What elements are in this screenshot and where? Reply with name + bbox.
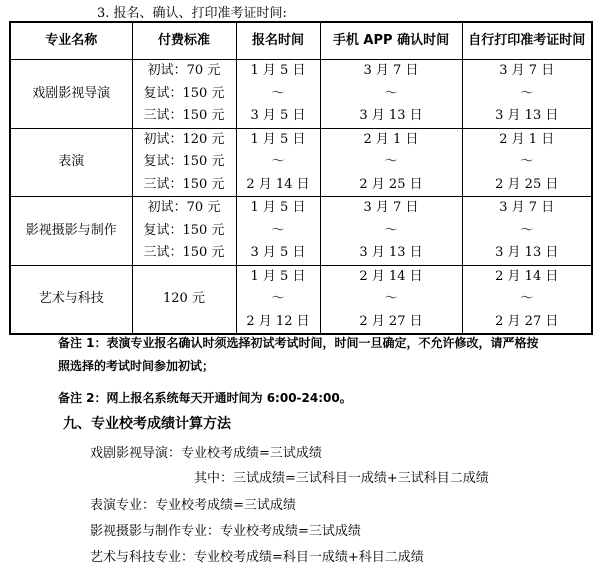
date-sep: ～	[271, 291, 285, 306]
header-fee: 付费标准	[132, 22, 236, 60]
date-end: 3 月 13 日	[495, 245, 559, 260]
print-cell	[462, 265, 592, 334]
fee-line: 初试：120 元	[143, 131, 225, 147]
table-row	[10, 128, 592, 197]
register-cell	[236, 60, 320, 129]
date-sep: ～	[520, 291, 534, 306]
register-cell	[236, 265, 320, 334]
date-end: 2 月 25 日	[359, 176, 423, 192]
date-start: 1 月 5 日	[250, 63, 306, 78]
date-end: 3 月 5 日	[250, 108, 306, 123]
fee-line: 120 元	[163, 291, 205, 306]
header-major: 专业名称	[10, 22, 132, 60]
date-start: 3 月 7 日	[363, 200, 419, 215]
header-app-confirm-time: 手机 APP 确认时间	[320, 22, 462, 60]
date-end: 2 月 12 日	[246, 313, 310, 329]
fee-cell	[132, 128, 236, 197]
major-name: 表演	[10, 128, 132, 197]
fee-cell	[132, 265, 236, 334]
confirm-cell	[320, 128, 462, 197]
fee-cell	[132, 60, 236, 129]
schedule-heading: 3. 报名、确认、打印准考证时间:	[97, 6, 287, 21]
fee-line: 初试：70 元	[147, 63, 221, 78]
date-sep: ～	[384, 154, 398, 169]
formula-cinematography: 影视摄影与制作专业：专业校考成绩=三试成绩	[90, 524, 361, 539]
formula-acting: 表演专业：专业校考成绩=三试成绩	[90, 498, 296, 513]
schedule-table	[9, 21, 593, 335]
note-1-line-2: 照选择的考试时间参加初试；	[58, 359, 215, 373]
date-end: 3 月 5 日	[250, 245, 306, 260]
date-sep: ～	[271, 85, 285, 101]
print-cell	[462, 60, 592, 129]
formula-art-tech: 艺术与科技专业：专业校考成绩=科目一成绩+科目二成绩	[90, 550, 424, 565]
date-start: 3 月 7 日	[499, 200, 555, 215]
table-row	[10, 60, 592, 129]
major-name: 戏剧影视导演	[10, 60, 132, 129]
print-cell	[462, 128, 592, 197]
fee-line: 初试：70 元	[147, 200, 221, 215]
date-sep: ～	[520, 154, 534, 169]
date-end: 3 月 13 日	[359, 108, 423, 123]
fee-cell	[132, 197, 236, 266]
major-name: 影视摄影与制作	[10, 197, 132, 266]
date-start: 3 月 7 日	[363, 63, 419, 78]
date-sep: ～	[271, 222, 285, 238]
date-sep: ～	[384, 85, 398, 101]
date-start: 2 月 14 日	[359, 268, 423, 284]
table-row	[10, 265, 592, 334]
date-end: 2 月 14 日	[246, 176, 310, 192]
confirm-cell	[320, 265, 462, 334]
fee-line: 三试：150 元	[143, 245, 225, 260]
date-start: 1 月 5 日	[250, 268, 306, 284]
date-start: 3 月 7 日	[499, 63, 555, 78]
formula-directing: 戏剧影视导演：专业校考成绩=三试成绩	[90, 446, 322, 461]
register-cell	[236, 197, 320, 266]
confirm-cell	[320, 60, 462, 129]
fee-line: 三试：150 元	[143, 176, 225, 192]
date-sep: ～	[520, 222, 534, 238]
fee-line: 复试：150 元	[143, 222, 225, 238]
formula-directing-detail: 其中：三试成绩=三试科目一成绩+三试科目二成绩	[194, 471, 489, 486]
date-end: 2 月 25 日	[495, 176, 559, 192]
note-1-line-1: 备注 1：表演专业报名确认时须选择初试考试时间，时间一旦确定，不允许修改，请严格按	[58, 336, 539, 350]
date-sep: ～	[520, 85, 534, 101]
fee-line: 复试：150 元	[143, 154, 225, 169]
confirm-cell	[320, 197, 462, 266]
date-start: 2 月 14 日	[495, 268, 559, 284]
date-end: 2 月 27 日	[495, 313, 559, 329]
fee-line: 复试：150 元	[143, 85, 225, 101]
date-start: 1 月 5 日	[250, 200, 306, 215]
fee-line: 三试：150 元	[143, 108, 225, 123]
date-start: 2 月 1 日	[363, 131, 419, 147]
date-sep: ～	[384, 222, 398, 238]
register-cell	[236, 128, 320, 197]
date-end: 2 月 27 日	[359, 313, 423, 329]
table-row	[10, 197, 592, 266]
date-start: 1 月 5 日	[250, 131, 306, 147]
table-header-row	[10, 22, 592, 60]
date-sep: ～	[271, 154, 285, 169]
note-2: 备注 2：网上报名系统每天开通时间为 6:00-24:00。	[58, 391, 352, 405]
date-start: 2 月 1 日	[499, 131, 555, 147]
print-cell	[462, 197, 592, 266]
date-end: 3 月 13 日	[495, 108, 559, 123]
section-title: 九、专业校考成绩计算方法	[63, 416, 231, 432]
header-print-ticket-time: 自行打印准考证时间	[462, 22, 592, 60]
header-register-time: 报名时间	[236, 22, 320, 60]
date-end: 3 月 13 日	[359, 245, 423, 260]
date-sep: ～	[384, 291, 398, 306]
major-name: 艺术与科技	[10, 265, 132, 334]
